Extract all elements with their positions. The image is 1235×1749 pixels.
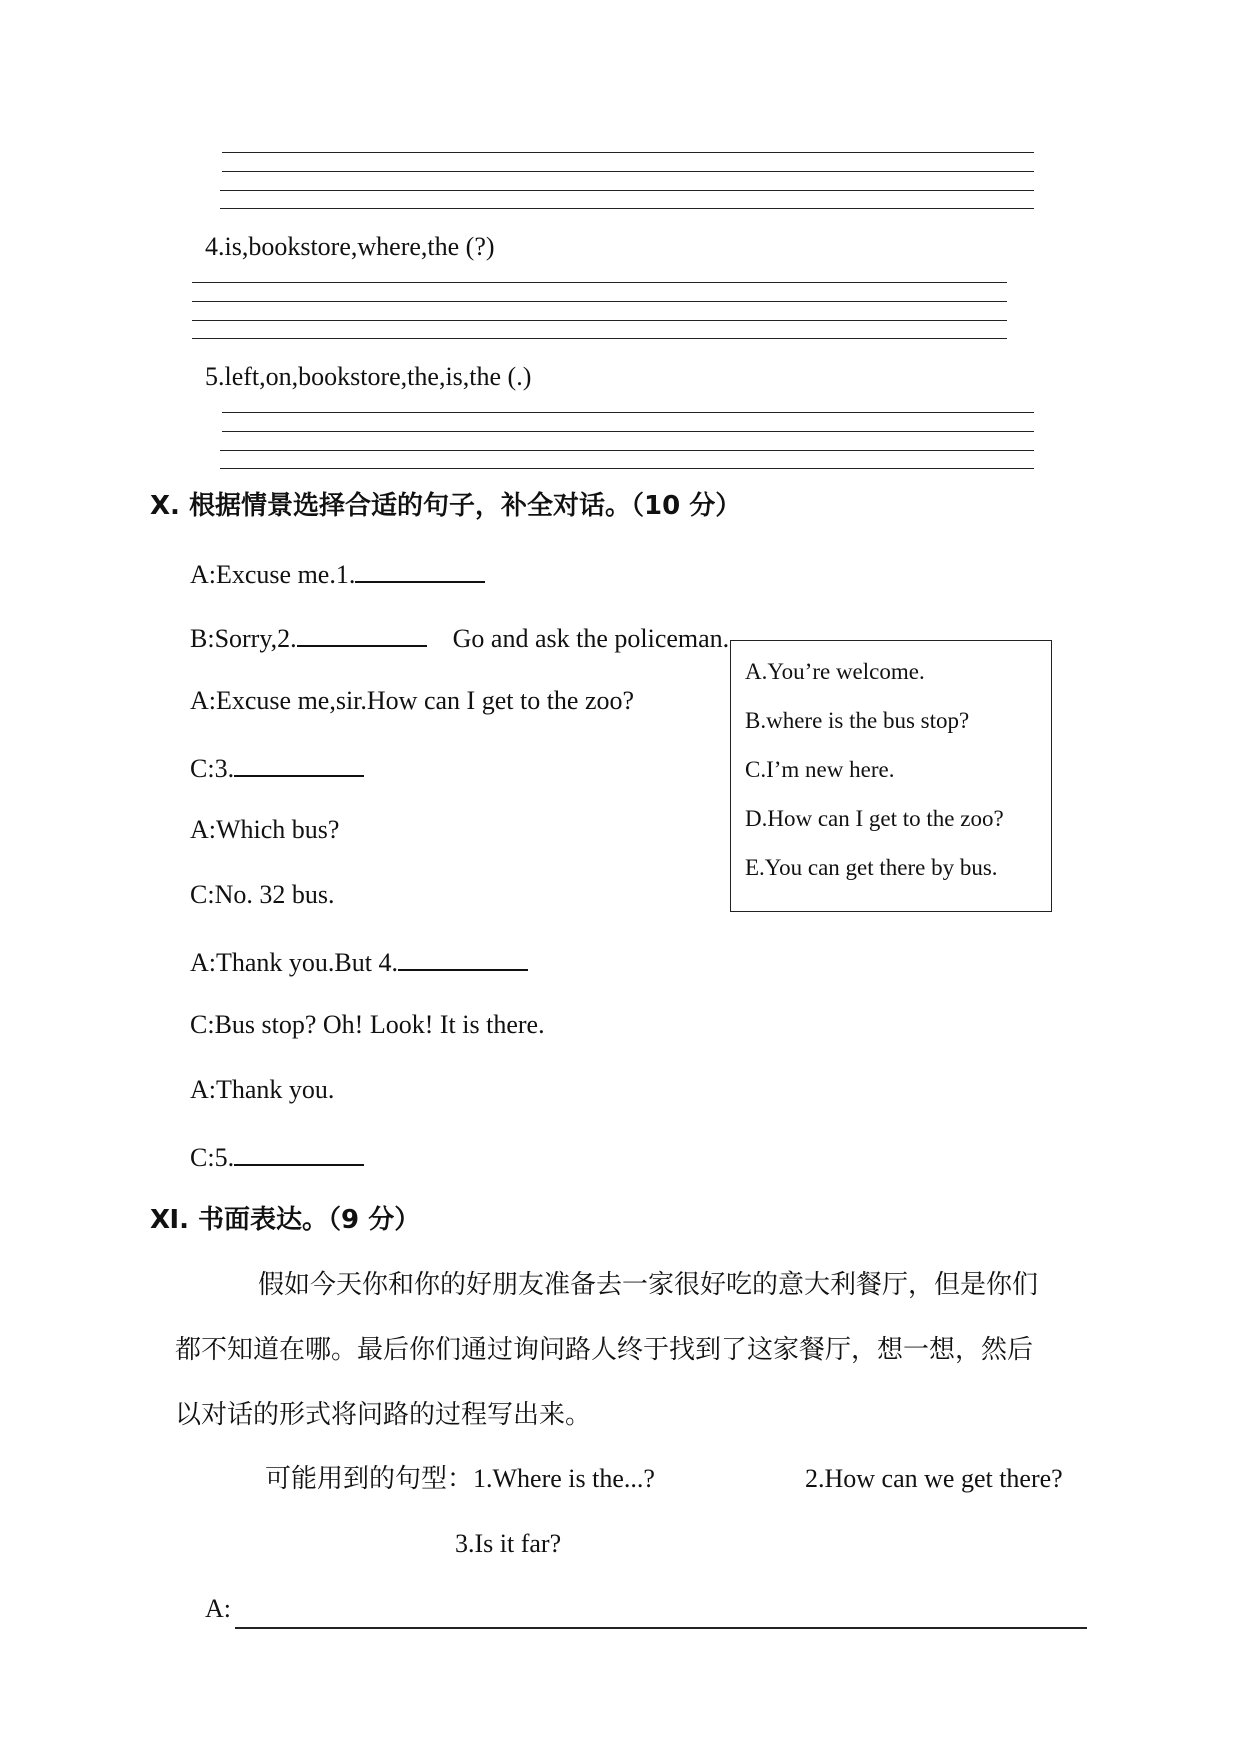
option-e: E.You can get there by bus. — [745, 855, 998, 880]
dialogue-line-2 — [190, 621, 729, 654]
sentence-patterns — [265, 1464, 655, 1494]
blank-4[interactable] — [398, 945, 528, 971]
writing-answer-line[interactable] — [235, 1627, 1087, 1629]
pattern-2: 2.How can we get there? — [805, 1464, 1063, 1493]
dialogue-line-3: A:Excuse me,sir.How can I get to the zoo? — [190, 686, 635, 715]
blank-5[interactable] — [234, 1140, 364, 1166]
blank-3[interactable] — [234, 751, 364, 777]
answer-line — [222, 171, 1034, 172]
answer-line — [192, 301, 1007, 302]
section-11-title: Ⅺ. 书面表达。（9 分） — [150, 1205, 421, 1235]
question-5-prompt: 5.left,on,bookstore,the,is,the (.) — [205, 362, 532, 391]
answer-line — [192, 320, 1007, 321]
option-b: B.where is the bus stop? — [745, 708, 970, 733]
blank-2[interactable] — [297, 621, 427, 647]
dialogue-line-5: A:Which bus? — [190, 815, 340, 844]
dialogue-text: A:Thank you.But 4. — [190, 948, 398, 977]
dialogue-text: B:Sorry,2. — [190, 624, 297, 653]
dialogue-continuation: Go and ask the policeman. — [452, 624, 730, 653]
dialogue-text: A:Excuse me.1. — [190, 560, 356, 589]
options-box — [730, 640, 1052, 912]
pattern-3: 3.Is it far? — [455, 1529, 562, 1558]
pattern-label: 可能用到的句型： — [265, 1464, 474, 1494]
dialogue-line-6: C:No. 32 bus. — [190, 880, 335, 909]
option-c: C.I’m new here. — [745, 757, 895, 782]
option-a: A.You’re welcome. — [745, 659, 925, 684]
dialogue-line-1 — [190, 557, 485, 590]
dialogue-text: C:3. — [190, 754, 235, 783]
dialogue-line-9: A:Thank you. — [190, 1075, 335, 1104]
answer-line — [222, 412, 1034, 413]
answer-line — [192, 282, 1007, 283]
dialogue-line-10 — [190, 1140, 364, 1173]
dialogue-line-7 — [190, 945, 528, 978]
option-d: D.How can I get to the zoo? — [745, 806, 1004, 831]
question-4-prompt: 4.is,bookstore,where,the (?) — [205, 232, 495, 261]
answer-line — [220, 190, 1034, 191]
answer-line — [220, 450, 1034, 451]
answer-line — [220, 468, 1034, 469]
dialogue-text: C:5. — [190, 1143, 235, 1172]
writing-instructions-line-3: 以对话的形式将问路的过程写出来。 — [175, 1400, 592, 1430]
writing-instructions-line-2: 都不知道在哪。最后你们通过询问路人终于找到了这家餐厅，想一想，然后 — [175, 1335, 1034, 1365]
blank-1[interactable] — [355, 557, 485, 583]
pattern-1: 1.Where is the...? — [473, 1464, 655, 1493]
answer-line — [192, 338, 1007, 339]
answer-line — [222, 152, 1034, 153]
writing-instructions-line-1: 假如今天你和你的好朋友准备去一家很好吃的意大利餐厅，但是你们 — [258, 1270, 1039, 1300]
answer-label: A: — [205, 1594, 231, 1623]
answer-line — [222, 431, 1034, 432]
dialogue-line-8: C:Bus stop? Oh! Look! It is there. — [190, 1010, 545, 1039]
section-10-title: Ⅹ. 根据情景选择合适的句子，补全对话。（10 分） — [150, 491, 742, 521]
answer-line — [220, 208, 1034, 209]
dialogue-line-4 — [190, 751, 364, 784]
